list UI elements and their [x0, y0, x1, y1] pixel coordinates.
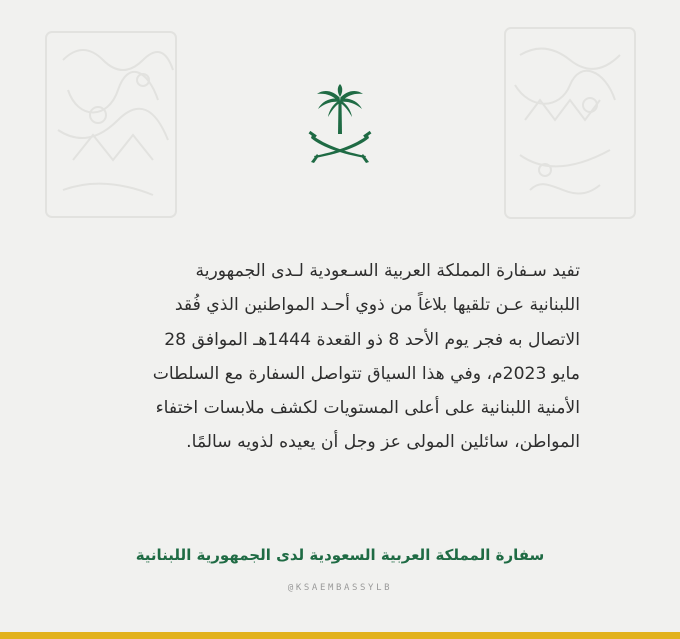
- calligraphy-decoration-right-icon: [495, 20, 645, 230]
- statement-line: مايو 2023م، وفي هذا السياق تتواصل السفارة مع السلطات: [152, 363, 580, 384]
- statement-line: الاتصال به فجر يوم الأحد 8 ذو القعدة 1444هـ الموافق 28: [164, 329, 580, 350]
- embassy-name: سفارة المملكة العربية السعودية لدى الجمهورية اللبنانية: [135, 546, 545, 564]
- accent-bar: [0, 632, 680, 639]
- palm-and-crossed-swords-emblem-icon: [303, 84, 377, 168]
- calligraphy-decoration-left-icon: [38, 20, 188, 230]
- press-statement: [110, 254, 580, 460]
- statement-line: الأمنية اللبنانية على أعلى المستويات لكشف ملابسات اختفاء: [155, 398, 580, 419]
- statement-line: تفيد سـفارة المملكة العربية السـعودية لـدى الجمهورية: [195, 261, 580, 281]
- social-handle: @KSAEMBASSYLB: [287, 583, 393, 593]
- statement-line: اللبنانية عـن تلقيها بلاغاً من ذوي أحـد المواطنين الذي فُقد: [174, 295, 580, 316]
- statement-line: المواطن، سائلين المولى عز وجل أن يعيده لذويه سالمًا.: [186, 432, 580, 453]
